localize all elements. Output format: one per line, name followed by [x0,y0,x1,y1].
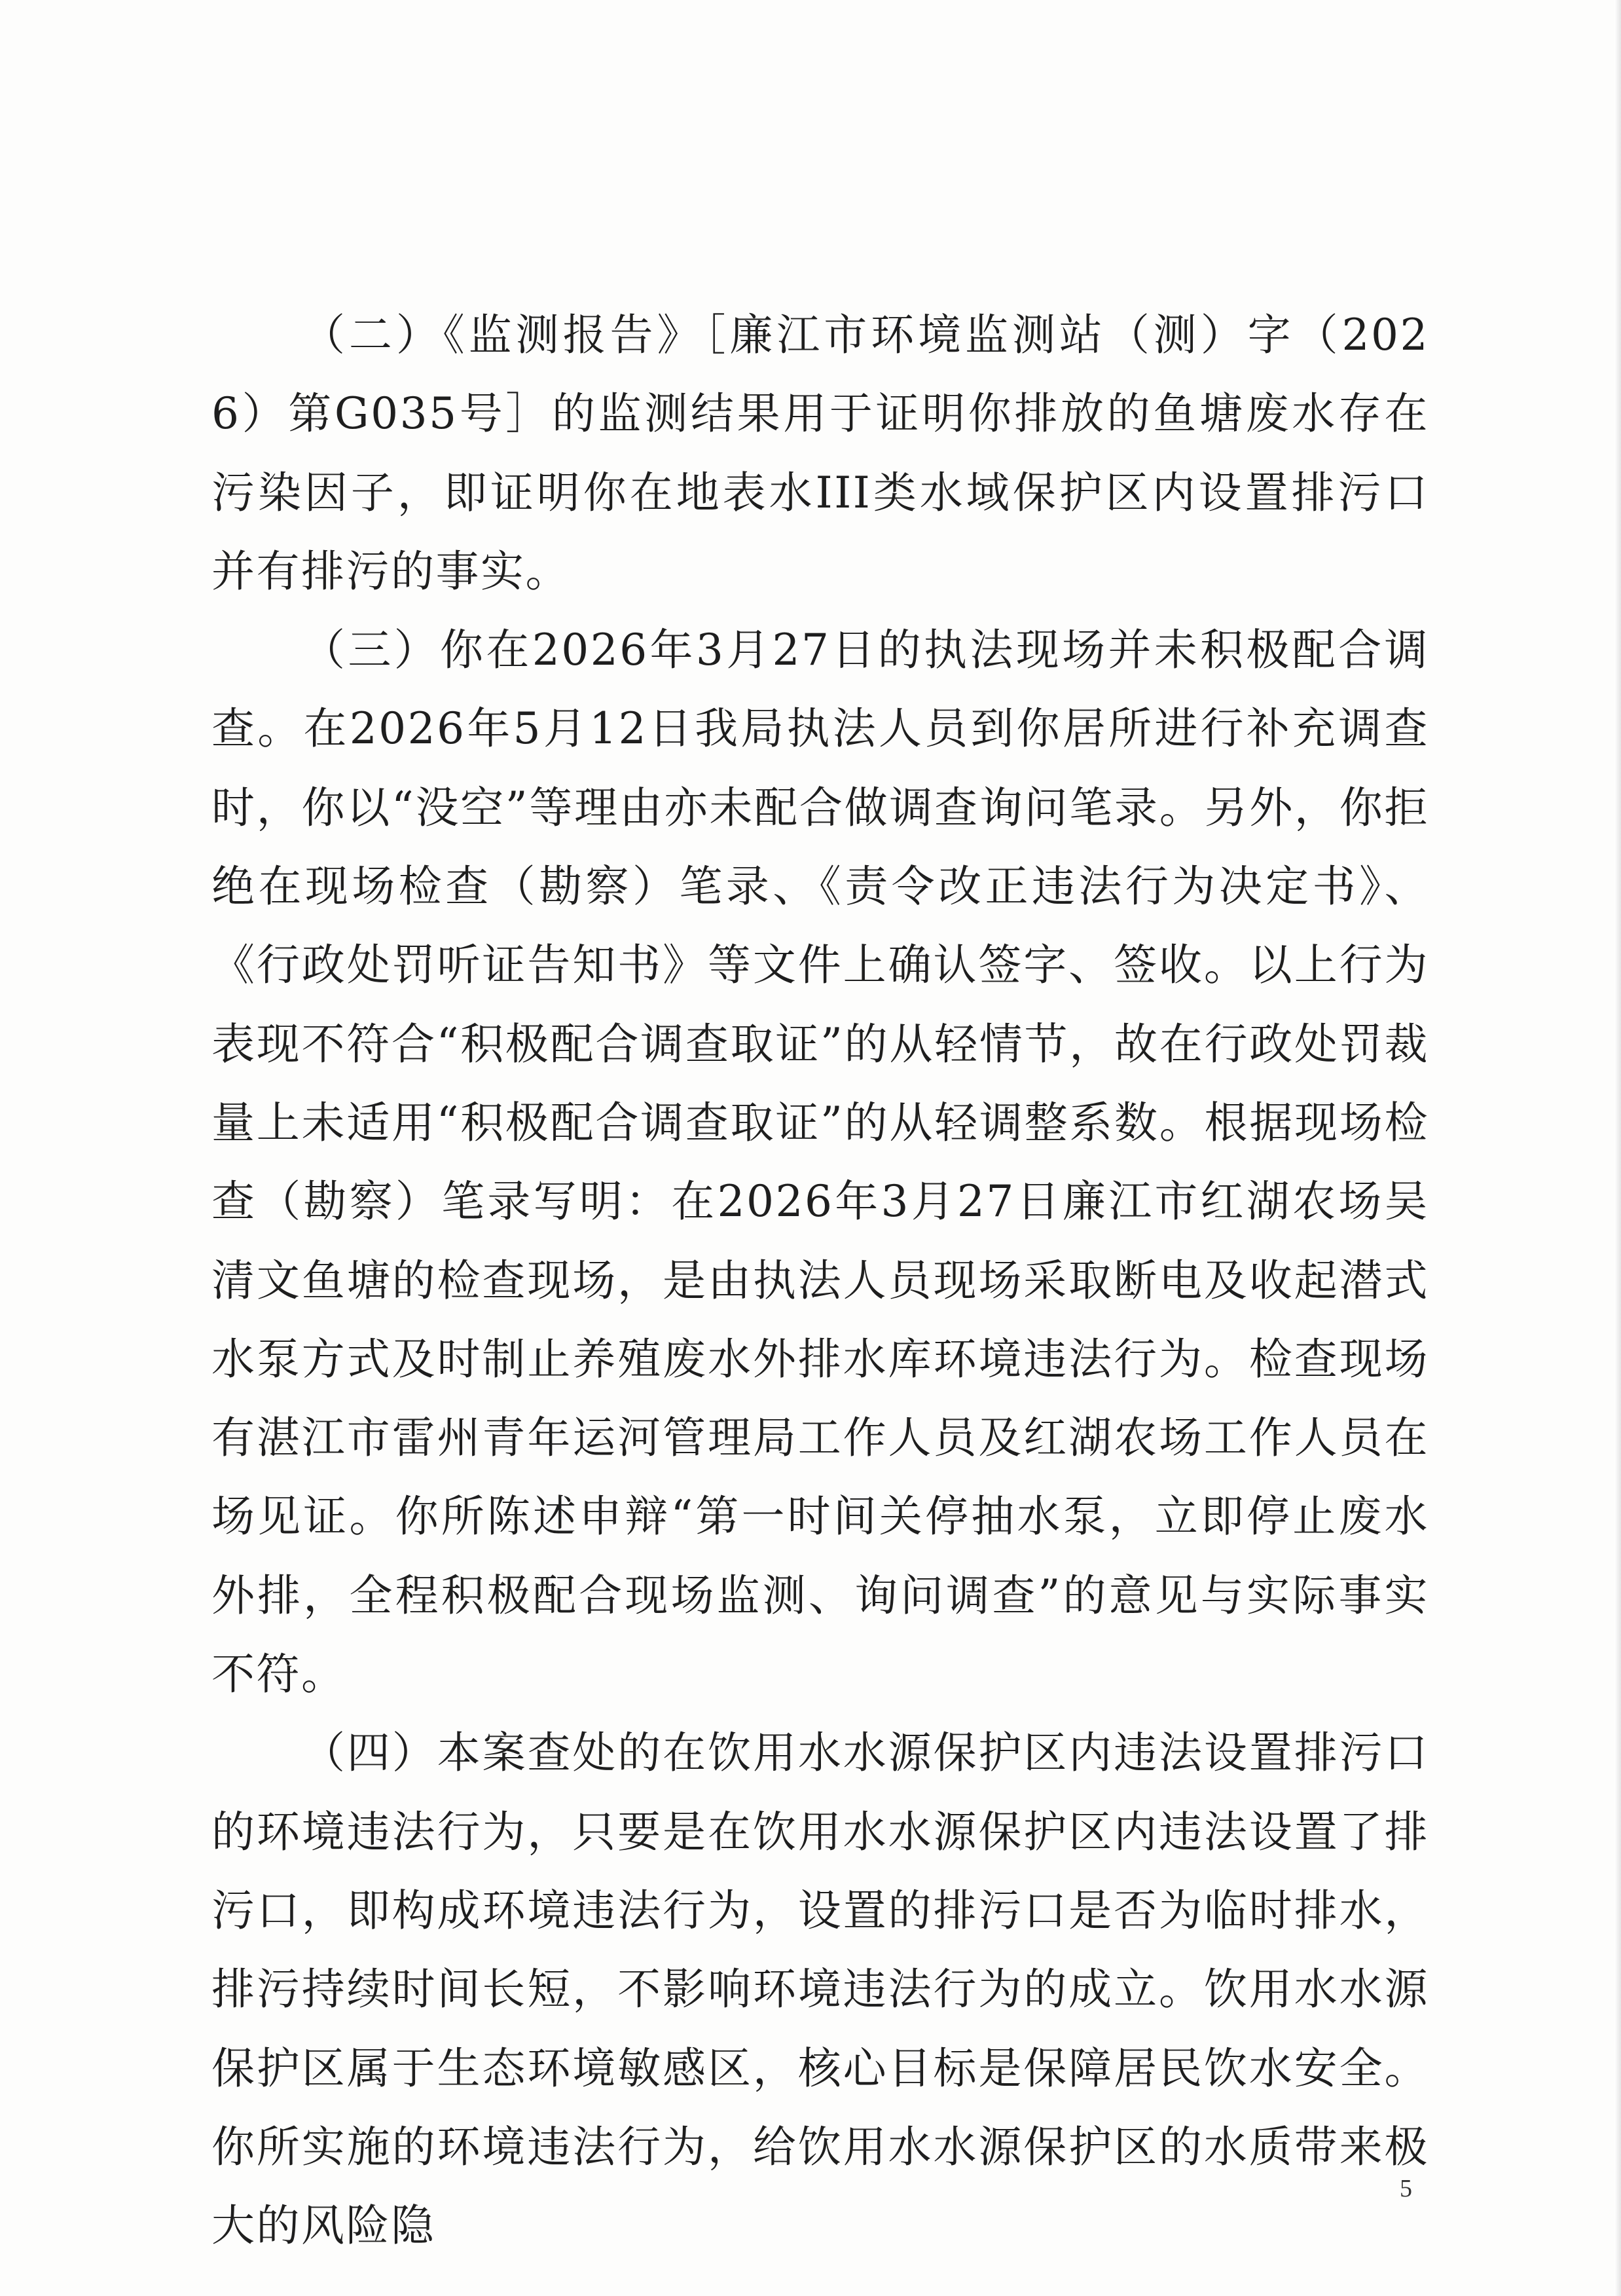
scan-edge-shadow [1614,0,1621,2296]
paragraph-water-source-protection: （四）本案查处的在饮用水水源保护区内违法设置排污口的环境违法行为，只要是在饮用水水源保护区内违法设置了排污口，即构成环境违法行为，设置的排污口是否为临时排水，排污持续时间长短，不影响环境违法行为的成立。饮用水水源保护区属于生态环境敏感区，核心目标是保障居民饮水安全。你所实施的环境违法行为，给饮用水水源保护区的水质带来极大的风险隐 [211,1728,1429,2251]
document-body [211,296,1429,2265]
page-number: 5 [1400,2175,1412,2202]
paragraph-monitoring-report: （二）《监测报告》［廉江市环境监测站（测）字（2026）第G035号］的监测结果用于证明你排放的鱼塘废水存在污染因子，即证明你在地表水III类水域保护区内设置排污口并有排污的事实。 [211,310,1429,597]
paragraph-cooperation-investigation: （三）你在2026年3月27日的执法现场并未积极配合调查。在2026年5月12日我局执法人员到你居所进行补充调查时，你以“没空”等理由亦未配合做调查询问笔录。另外，你拒绝在现场检查（勘察）笔录、《责令改正违法行为决定书》、《行政处罚听证告知书》等文件上确认签字、签收。以上行为表现不符合“积极配合调查取证”的从轻情节，故在行政处罚裁量上未适用“积极配合调查取证”的从轻调整系数。根据现场检查（勘察）笔录写明：在2026年3月27日廉江市红湖农场吴清文鱼塘的检查现场，是由执法人员现场采取断电及收起潜式水泵方式及时制止养殖废水外排水库环境违法行为。检查现场有湛江市雷州青年运河管理局工作人员及红湖农场工作人员在场见证。你所陈述申辩“第一时间关停抽水泵，立即停止废水外排，全程积极配合现场监测、询问调查”的意见与实际事实不符。 [211,625,1429,1700]
